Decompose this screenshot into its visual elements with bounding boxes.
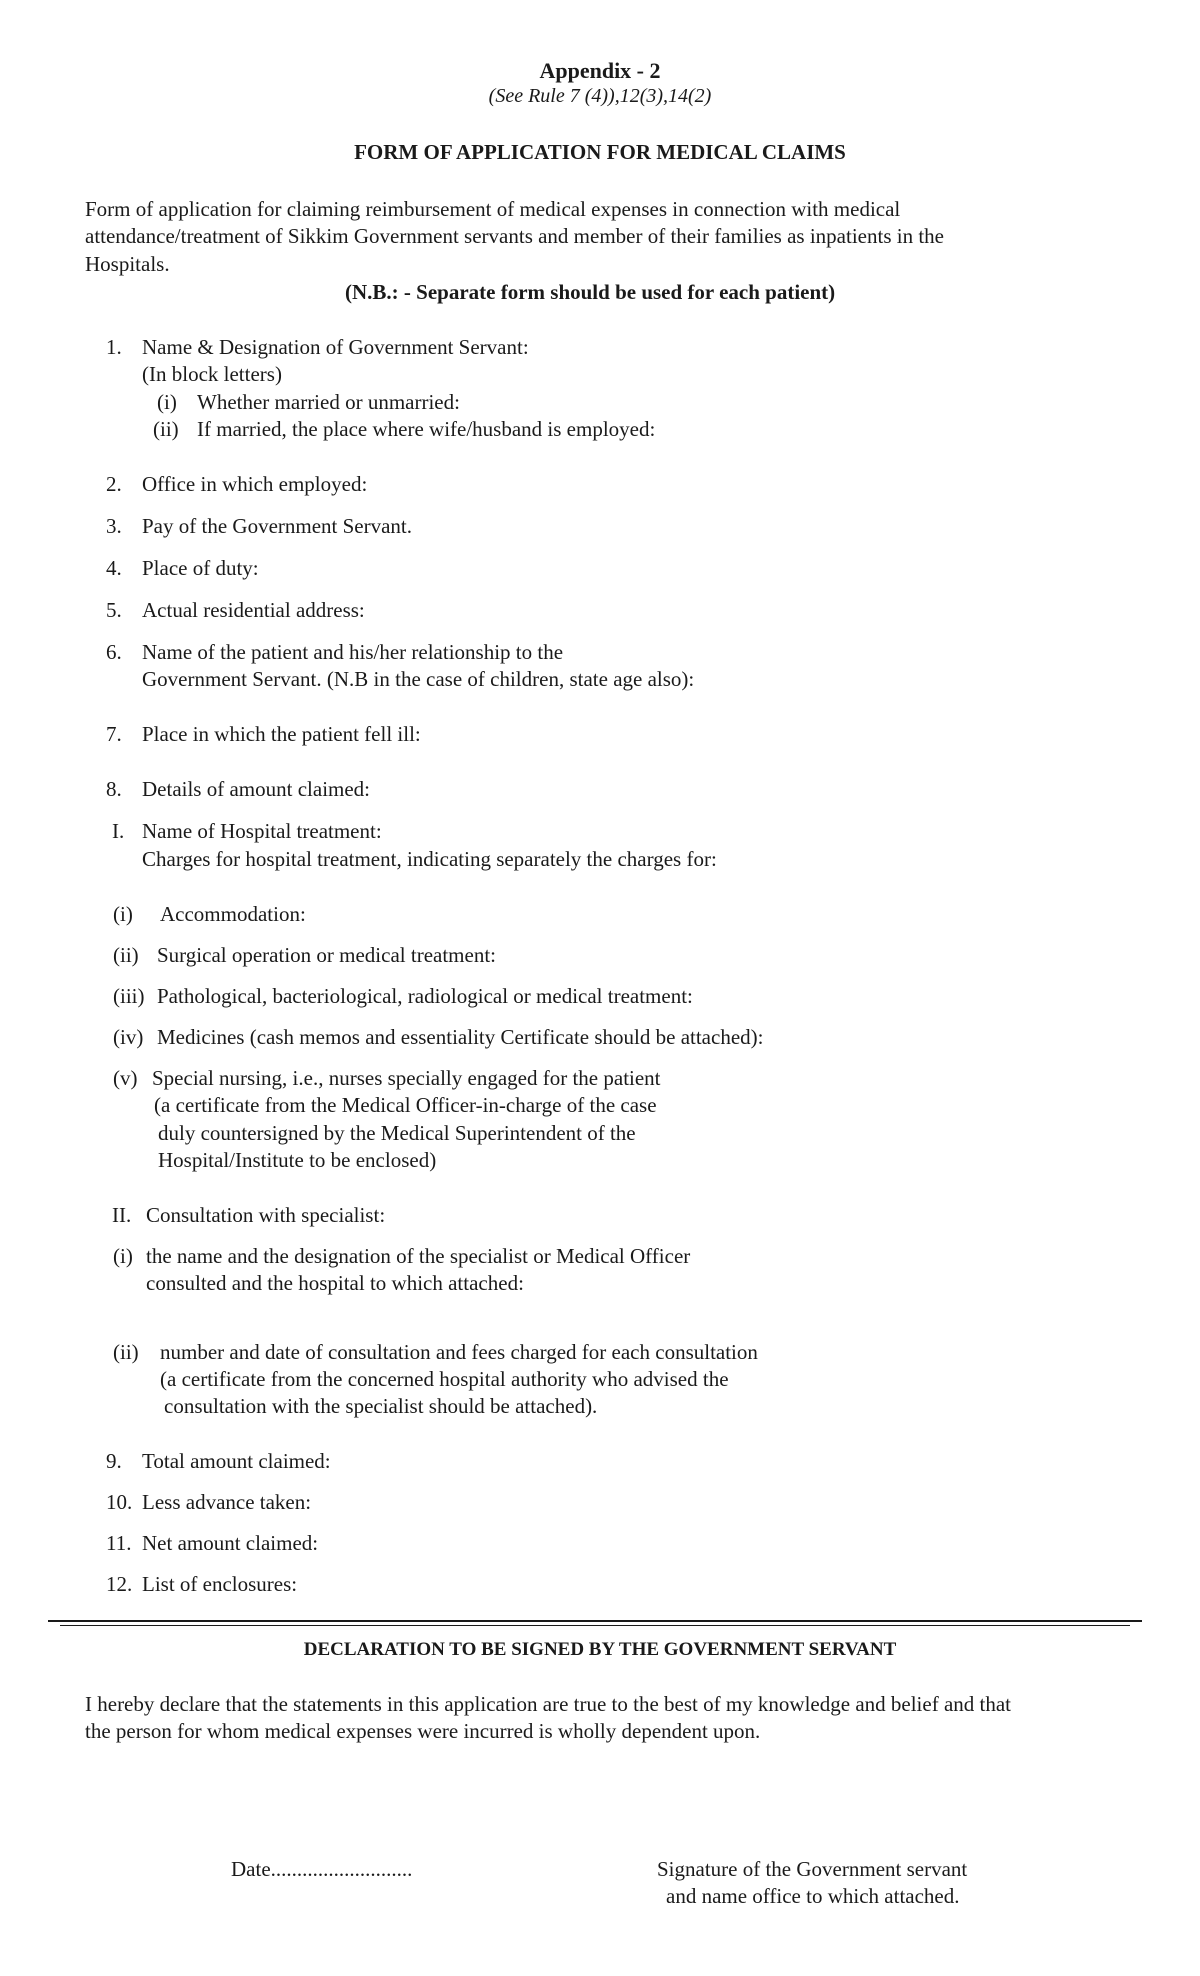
item-number: (iii) — [113, 984, 145, 1008]
item-number: 8. — [106, 777, 122, 801]
item-number: (ii) — [153, 417, 179, 441]
item-special-nursing-line-3: duly countersigned by the Medical Superintendent of the — [158, 1121, 636, 1145]
item-number: 3. — [106, 514, 122, 538]
item-name-designation: Name & Designation of Government Servant: — [142, 335, 529, 359]
intro-line-1: Form of application for claiming reimbursement of medical expenses in connection with medical — [85, 197, 901, 221]
item-surgical-operation: Surgical operation or medical treatment: — [157, 943, 496, 967]
item-medicines: Medicines (cash memos and essentiality Certificate should be attached): — [157, 1025, 764, 1049]
section-number: I. — [112, 819, 125, 843]
separator-line-thin — [60, 1625, 1130, 1626]
section-hospital-treatment: Name of Hospital treatment: — [142, 819, 382, 843]
item-specialist-name: the name and the designation of the specialist or Medical Officer — [146, 1244, 691, 1268]
appendix-title: Appendix - 2 — [539, 58, 661, 83]
item-number: 7. — [106, 722, 122, 746]
intro-line-2: attendance/treatment of Sikkim Government servants and member of their families as inpatients in the — [85, 224, 944, 248]
item-number: (i) — [113, 1244, 133, 1268]
item-pay: Pay of the Government Servant. — [142, 514, 413, 538]
item-number: 11. — [106, 1531, 132, 1555]
item-amount-details: Details of amount claimed: — [142, 777, 371, 801]
item-consultation-details-line-3: consultation with the specialist should be attached). — [164, 1394, 598, 1418]
item-number: 5. — [106, 598, 122, 622]
item-less-advance: Less advance taken: — [142, 1490, 312, 1514]
item-consultation-details-line-2: (a certificate from the concerned hospital authority who advised the — [160, 1367, 729, 1391]
intro-line-3: Hospitals. — [85, 252, 170, 276]
item-block-letters: (In block letters) — [142, 362, 282, 386]
form-title: FORM OF APPLICATION FOR MEDICAL CLAIMS — [354, 140, 846, 164]
declaration-title: DECLARATION TO BE SIGNED BY THE GOVERNMENT SERVANT — [303, 1639, 897, 1660]
signature-label: Signature of the Government servant — [657, 1857, 968, 1881]
item-consultation-details: number and date of consultation and fees charged for each consultation — [160, 1340, 758, 1364]
item-patient-name: Name of the patient and his/her relationship to the — [142, 640, 564, 664]
rule-reference: (See Rule 7 (4)),12(3),14(2) — [488, 85, 712, 107]
declaration-line-2: the person for whom medical expenses were incurred is wholly dependent upon. — [85, 1719, 761, 1743]
item-office: Office in which employed: — [142, 472, 368, 496]
declaration-line-1: I hereby declare that the statements in this application are true to the best of my knowledge and belief and that — [85, 1692, 1012, 1716]
item-total-amount: Total amount claimed: — [142, 1449, 331, 1473]
item-place-of-duty: Place of duty: — [142, 556, 259, 580]
item-specialist-name-line-2: consulted and the hospital to which attached: — [146, 1271, 524, 1295]
item-number: (ii) — [113, 1340, 139, 1364]
item-place-fell-ill: Place in which the patient fell ill: — [142, 722, 421, 746]
item-number: (v) — [113, 1066, 138, 1090]
item-special-nursing-line-2: (a certificate from the Medical Officer-in-charge of the case — [154, 1093, 657, 1117]
item-number: 2. — [106, 472, 122, 496]
separator-line — [48, 1620, 1142, 1622]
item-number: (ii) — [113, 943, 139, 967]
item-pathological: Pathological, bacteriological, radiological or medical treatment: — [157, 984, 693, 1008]
item-special-nursing-line-4: Hospital/Institute to be enclosed) — [158, 1148, 437, 1172]
date-field: Date........................... — [231, 1857, 413, 1881]
item-number: 10. — [106, 1490, 133, 1514]
item-number: (i) — [113, 902, 133, 926]
item-accommodation: Accommodation: — [160, 902, 306, 926]
item-number: (i) — [157, 390, 177, 414]
item-patient-name-line-2: Government Servant. (N.B in the case of children, state age also): — [142, 667, 695, 691]
section-consultation: Consultation with specialist: — [146, 1203, 386, 1227]
item-enclosures: List of enclosures: — [142, 1572, 298, 1596]
item-net-amount: Net amount claimed: — [142, 1531, 319, 1555]
separate-form-note: (N.B.: - Separate form should be used for each patient) — [345, 280, 836, 304]
item-number: (iv) — [113, 1025, 144, 1049]
item-special-nursing: Special nursing, i.e., nurses specially engaged for the patient — [152, 1066, 661, 1090]
item-number: 12. — [106, 1572, 133, 1596]
item-spouse-employment: If married, the place where wife/husband is employed: — [197, 417, 656, 441]
item-number: 1. — [106, 335, 122, 359]
item-number: 9. — [106, 1449, 122, 1473]
item-number: 6. — [106, 640, 122, 664]
item-residential-address: Actual residential address: — [142, 598, 365, 622]
item-number: 4. — [106, 556, 122, 580]
section-number: II. — [112, 1203, 132, 1227]
section-hospital-charges: Charges for hospital treatment, indicating separately the charges for: — [142, 847, 717, 871]
signature-label-line-2: and name office to which attached. — [666, 1884, 960, 1908]
item-marital-status: Whether married or unmarried: — [197, 390, 460, 414]
